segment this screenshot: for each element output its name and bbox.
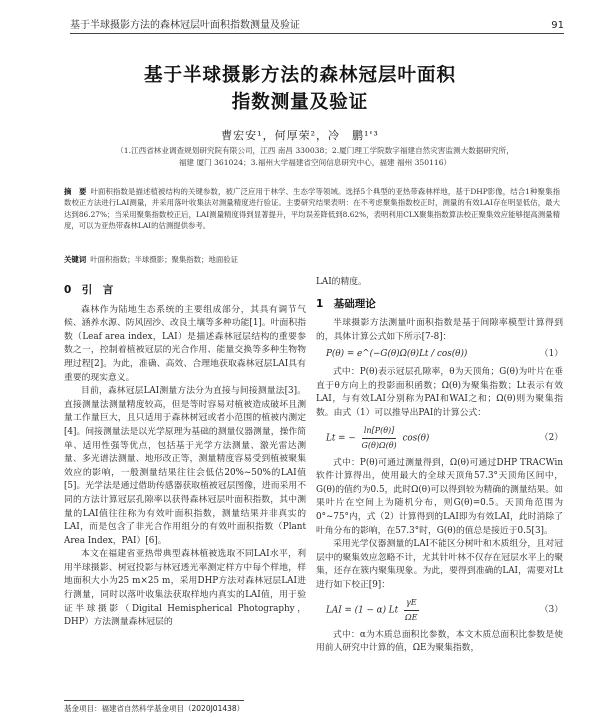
equation-1-number: （1） (539, 349, 563, 360)
running-header (70, 16, 564, 34)
equation-2-fraction (362, 424, 397, 452)
title-line-1: 基于半球摄影方法的森林冠层叶面积 (143, 65, 456, 86)
paragraph: 式中：α为木质总面积比参数，本文木质总面积比参数是使用前人研究中计算的值，ΩE为聚集指数， (316, 629, 563, 654)
paragraph: 采用光学仪器测量的LAI不能区分树叶和木质组分，且对冠层中的聚集效应忽略不计，尤其针叶林不仅存在冠层水平上的聚集，还存在簇内聚集现象。为此，要得到准确的LAI，需要对Lt进行如下校正[9]： (316, 539, 563, 590)
equation-3-denominator: ΩE (405, 613, 418, 623)
abstract-text: 叶面积指数是描述植被结构的关键参数，被广泛应用于林学、生态学等领域。选择5个典型的亚热带森林样地，基于DHP影像，结合1种聚集指数校正方法进行LAI测量，并采用落叶收集法对测量精度进行验证。主要研究结果表明：在不考虑聚集指数校正时，测量的有效LAI存在明显低估，最大达到86.27%；当采用聚集指数校正后，LAI测量精度得到显著提升，平均误差降低到8.62%，表明利用CLX聚集指数算法校正聚集效应能够提高测量精度，可以为亚热带森林LAI的估测提供参考。 (64, 187, 560, 230)
paragraph: 本文在福建省亚热带典型森林植被选取不同LAI水平，利用半球摄影、树冠投影与林冠透光率测定样方中每个样地，样地面积大小为25 m×25 m，采用DHP方法对森林冠层LAI进行测量，同时以落叶收集法获取样地内真实的LAI值，用于验证半球摄影（Digital Hemispherical Photography，DHP）方法测量森林冠层的 (64, 549, 306, 628)
paragraph: 式中：P(θ)表示冠层孔隙率，θ为天顶角；G(θ)为叶片在垂直于θ方向上的投影面积函数；Ω(θ)为聚集指数；Lt表示有效LAI，与有效LAI分别称为PAI和WAI之和；Ω(θ)则为聚集指数。由式（1）可以推导出PAI的计算公式： (316, 366, 563, 418)
left-column (64, 276, 306, 630)
affiliation (66, 145, 564, 169)
equation-3-numerator: γE (404, 596, 419, 611)
keywords-label: 关键词 (64, 255, 87, 264)
paragraph: 森林作为陆地生态系统的主要组成部分，其具有调节气候、涵养水源、防风固沙、改良土壤等多种功能[1]。叶面积指数（Leaf area index，LAI）是描述森林冠层结构的重要参数之一，控制着植被冠层的光合作用、能量交换等多种生物物理过程[2]。为此，准确、高效、合理地获取森林冠层LAI具有重要的现实意义。 (64, 304, 306, 383)
equation-2-number: （2） (539, 432, 563, 443)
paragraph: 目前，森林冠层LAI测量方法分为直接与间接测量法[3]。直接测量法测量精度较高，但是等时容易对植被造成破坏且测量工作量巨大，且只适用于森林树冠或者小范围的植被内测定[4]。间接测量法是以光学原理为基础的测量仪器测量，操作简单、适用性强等优点，包括基于光学方法测量、激光雷达测量、多光谱法测量、地形改正等，测量精度容易受到植被聚集效应的影响，一般测量结果往往会低估20%~50%的LAI值[5]。光学法是通过借助传感器获取植被冠层图像，进而采用不同的方法计算冠层孔隙率以获得森林冠层叶面积指数，其中测量的LAI值往往称为有效叶面积指数，测量结果并非真实的LAI，而是包含了非光合作用组分的有效叶面积指数（Plant Area Index，PAI）[6]。 (64, 386, 306, 546)
equation-2-numerator: ln[P(θ)] (362, 424, 396, 439)
keywords (64, 254, 560, 265)
abstract-label: 摘 要 (64, 187, 87, 196)
equation-3-number: （3） (539, 604, 563, 615)
equation-2-lhs: Lt = − (326, 433, 356, 444)
equation-2 (326, 424, 563, 452)
running-header-title: 基于半球摄影方法的森林冠层叶面积指数测量及验证 (70, 20, 300, 31)
equation-3-lhs: LAI = (1 − α) Lt (326, 606, 399, 617)
section-heading-theory: 1 基础理论 (316, 297, 376, 310)
title-line-2: 指数测量及验证 (231, 92, 369, 113)
equation-2-denominator: G(θ)Ω(θ) (361, 440, 397, 450)
footnote: 基金项目：福建省自然科学基金项目（2020J01438） (64, 700, 244, 714)
page-number: 91 (551, 20, 564, 31)
keywords-text: 叶面积指数；半球摄影；聚集指数；地面验证 (90, 255, 239, 264)
equation-3-fraction (404, 596, 419, 624)
abstract (64, 186, 560, 231)
right-column (316, 276, 563, 656)
affiliation-line-1: （1.江西省林业调查规划研究院有限公司，江西 南昌 330038；2.厦门理工学院数字福建自然灾害监测大数据研究所， (116, 146, 514, 155)
author-list: 曹宏安¹，何厚荣²，冷 鹏¹'³ (221, 129, 379, 142)
equation-1 (326, 348, 563, 362)
paper-title (60, 62, 540, 116)
equation-1-body: P(θ) = e^(−G(θ)Ω(θ)Lt / cos(θ)) (326, 349, 468, 360)
paragraph: 式中：P(θ)可通过测量得到，Ω(θ)可通过DHP TRACWin软件计算得出，使用最大的全球天顶角57.3°天顶角区间中，G(θ)的值约为0.5，此时Ω(θ)可以得到较为精确的测量结果。如果叶片在空间上为随机分布，则G(θ)=0.5。天顶角范围为0°~75°内，式（2）计算得到的LAI即为有效LAI，此时消除了叶角分布的影响，在57.3°时，G(θ)的值总是接近于0.5[3]。 (316, 457, 563, 536)
paragraph: 半球摄影方法测量叶面积指数是基于间隙率模型计算得到的，具体计算公式如下所示[7-8]： (316, 318, 563, 342)
equation-3 (326, 596, 563, 624)
equation-2-tail: cos(θ) (402, 433, 430, 444)
paragraph: LAI的精度。 (316, 277, 367, 287)
section-heading-introduction: 0 引 言 (64, 284, 114, 296)
affiliation-line-2: 福建 厦门 361024；3.福州大学福建省空间信息研究中心，福建 福州 350116） (178, 158, 452, 167)
